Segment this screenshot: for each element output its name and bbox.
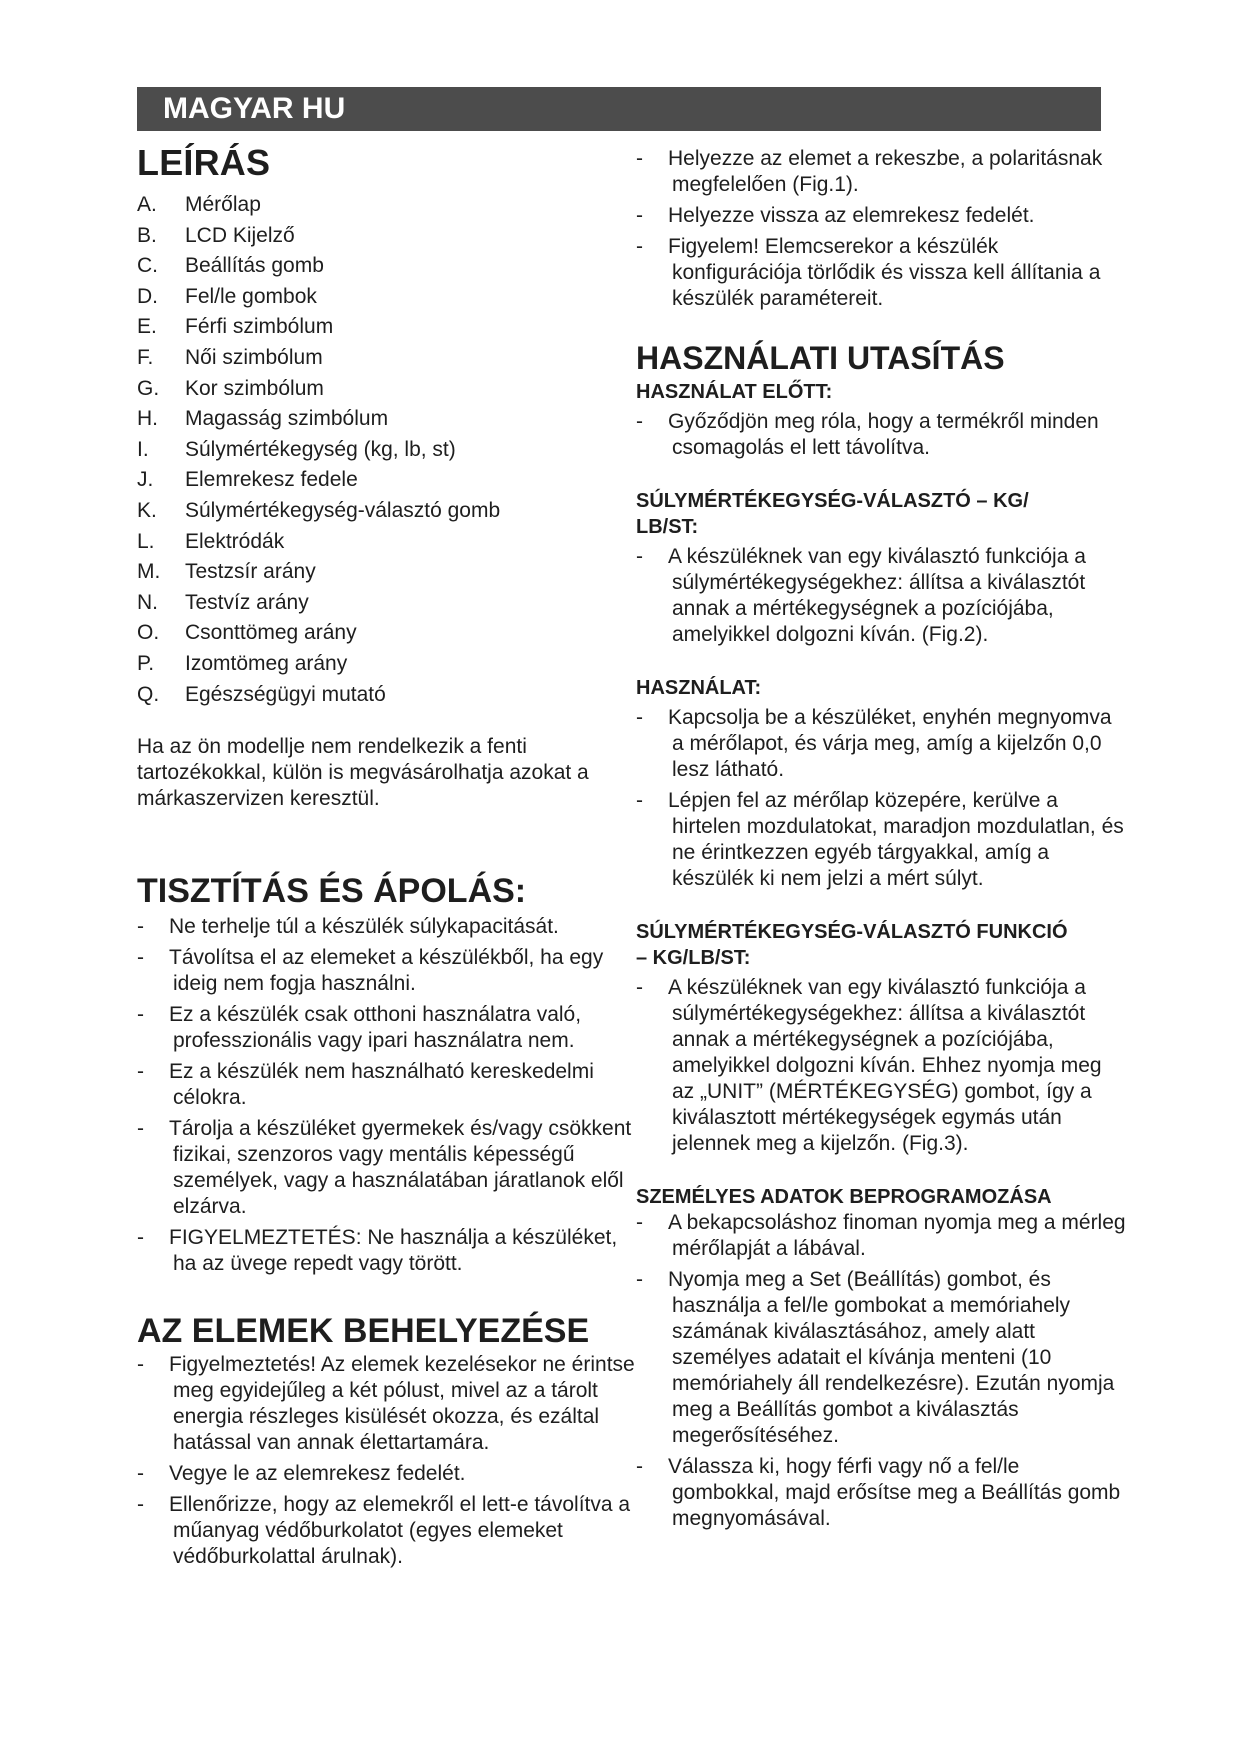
part-label: Kor szimbólum	[185, 376, 324, 400]
part-label: Mérőlap	[185, 193, 261, 216]
part-letter: L.	[137, 529, 155, 553]
bullet-item	[137, 1352, 637, 1456]
part-letter: J.	[137, 468, 154, 492]
battery-continued-list	[636, 146, 1126, 312]
part-item	[137, 282, 637, 313]
unit-function-title: SÚLYMÉRTÉKEGYSÉG-VÁLASZTÓ FUNKCIÓ – KG/LB/ST:	[636, 921, 1068, 969]
bullet-item	[636, 788, 1126, 892]
bullet-item	[636, 544, 1126, 648]
bullet-item	[137, 1002, 637, 1054]
bullet-item	[137, 1059, 637, 1111]
bullet-item	[636, 1267, 1126, 1449]
dash-marker: -	[137, 1493, 144, 1517]
dash-marker: -	[137, 1117, 144, 1141]
bullet-item	[137, 945, 637, 997]
bullet-item	[137, 1116, 637, 1220]
right-column	[636, 146, 1126, 1537]
part-letter: E.	[137, 315, 157, 339]
bullet-text: Ez a készülék csak otthoni használatra való, professzionális vagy ipari használatra nem.	[169, 1003, 582, 1053]
cleaning-title: TISZTÍTÁS ÉS ÁPOLÁS:	[137, 872, 527, 911]
dash-marker: -	[137, 1060, 144, 1084]
part-letter: C.	[137, 254, 158, 278]
dash-marker: -	[636, 545, 643, 568]
before-use-title: HASZNÁLAT ELŐTT:	[636, 381, 833, 403]
usage-title: HASZNÁLATI UTASÍTÁS	[636, 340, 1005, 376]
part-letter: A.	[137, 193, 157, 216]
bullet-text: Figyelmeztetés! Az elemek kezelésekor ne érintse meg egyidejűleg a két pólust, mivel az a tárolt energia részleges kisülését okozza, és ezáltal hatással van annak élettartamára.	[169, 1353, 635, 1455]
part-letter: M.	[137, 560, 161, 584]
battery-title: AZ ELEMEK BEHELYEZÉSE	[137, 1312, 590, 1351]
part-item	[137, 374, 637, 405]
dash-marker: -	[636, 147, 643, 170]
bullet-text: Kapcsolja be a készüléket, enyhén megnyomva a mérőlapot, és várja meg, amíg a kijelzőn 0,0 lesz látható.	[668, 706, 1112, 781]
part-item	[137, 465, 637, 496]
part-item	[137, 312, 637, 343]
dash-marker: -	[137, 946, 144, 970]
bullet-item	[636, 234, 1126, 312]
personal-data-title: SZEMÉLYES ADATOK BEPROGRAMOZÁSA	[636, 1186, 1052, 1208]
dash-marker: -	[636, 1268, 643, 1291]
part-letter: D.	[137, 284, 158, 308]
dash-marker: -	[137, 1353, 144, 1377]
bullet-text: Helyezze vissza az elemrekesz fedelét.	[668, 204, 1035, 227]
part-letter: G.	[137, 376, 160, 400]
bullet-text: A bekapcsoláshoz finoman nyomja meg a mérleg mérőlapját a lábával.	[668, 1211, 1126, 1260]
part-label: Izomtömeg arány	[185, 651, 348, 675]
bullet-text: Válassza ki, hogy férfi vagy nő a fel/le gombokkal, majd erősítse meg a Beállítás gomb megnyomásával.	[668, 1455, 1121, 1530]
dash-marker: -	[636, 1455, 643, 1478]
part-letter: I.	[137, 437, 149, 461]
bullet-item	[636, 409, 1126, 461]
bullet-text: Ez a készülék nem használható kereskedelmi célokra.	[169, 1060, 594, 1110]
cleaning-list	[137, 914, 637, 1277]
dash-marker: -	[137, 915, 144, 939]
bullet-item	[636, 705, 1126, 783]
bullet-item	[137, 1461, 637, 1487]
part-label: Férfi szimbólum	[185, 315, 334, 339]
part-item	[137, 221, 637, 252]
language-header-bar	[137, 87, 1101, 131]
part-label: Női szimbólum	[185, 345, 323, 369]
part-item	[137, 649, 637, 680]
dash-marker: -	[636, 235, 643, 258]
part-label: Magasság szimbólum	[185, 407, 389, 431]
part-item	[137, 435, 637, 466]
bullet-text: Figyelem! Elemcserekor a készülék konfigurációja törlődik és vissza kell állítania a készülék paramétereit.	[668, 235, 1101, 310]
parts-list	[137, 190, 637, 710]
bullet-item	[636, 1454, 1126, 1532]
bullet-item	[137, 1225, 637, 1277]
battery-list	[137, 1352, 637, 1570]
part-label: Elektródák	[185, 529, 285, 553]
bullet-item	[137, 1492, 637, 1570]
part-label: Testvíz arány	[185, 590, 309, 614]
unit-function-list	[636, 975, 1126, 1157]
part-letter: O.	[137, 621, 160, 645]
part-item	[137, 618, 637, 649]
part-label: Súlymértékegység (kg, lb, st)	[185, 437, 456, 461]
bullet-text: Lépjen fel az mérőlap közepére, kerülve a hirtelen mozdulatokat, maradjon mozdulatlan, és ne érintkezzen egyéb tárgyakkal, amíg a készülék ki nem jelzi a mért súlyt.	[668, 789, 1124, 890]
bullet-text: A készüléknek van egy kiválasztó funkciója a súlymértékegységekhez: állítsa a kiválasztót annak a mértékegységnek a pozíciójába, amelyikkel dolgozni kíván. (Fig.2).	[668, 545, 1086, 646]
bullet-item	[636, 203, 1126, 229]
part-letter: H.	[137, 407, 158, 431]
bullet-text: Távolítsa el az elemeket a készülékből, ha egy ideig nem fogja használni.	[169, 946, 604, 996]
use-list	[636, 705, 1126, 892]
left-column	[137, 140, 637, 1575]
bullet-text: FIGYELMEZTETÉS: Ne használja a készüléket, ha az üvege repedt vagy törött.	[169, 1226, 618, 1276]
part-label: Egészségügyi mutató	[185, 682, 386, 706]
part-item	[137, 190, 637, 221]
language-title: MAGYAR HU	[163, 92, 346, 125]
part-item	[137, 680, 637, 711]
bullet-item	[137, 914, 637, 940]
bullet-text: Nyomja meg a Set (Beállítás) gombot, és használja a fel/le gombokat a memóriahely számának kiválasztásához, amely alatt személyes adatait el kívánja menteni (10 memóriahely áll rendelkezésre). Ezután nyomja meg a Beállítás gombot a kiválasztás megerősítéséhez.	[668, 1268, 1115, 1447]
dash-marker: -	[636, 976, 643, 999]
dash-marker: -	[636, 410, 643, 433]
part-item	[137, 404, 637, 435]
part-item	[137, 251, 637, 282]
part-label: Súlymértékegység-választó gomb	[185, 498, 501, 522]
part-letter: Q.	[137, 682, 160, 706]
unit-selector-title: SÚLYMÉRTÉKEGYSÉG-VÁLASZTÓ – KG/ LB/ST:	[636, 490, 1029, 538]
part-item	[137, 588, 637, 619]
bullet-text: A készüléknek van egy kiválasztó funkciója a súlymértékegységekhez: állítsa a kiválasztót annak a mértékegységnek a pozíciójába, amelyikkel dolgozni kíván. Ehhez nyomja meg az „UNIT” (MÉRTÉKEGYSÉG) gombot, így a kiválasztott mértékegységek egymás után jelennek meg a kijelzőn. (Fig.3).	[668, 976, 1102, 1155]
description-title: LEÍRÁS	[137, 142, 271, 183]
part-label: Testzsír arány	[185, 560, 316, 584]
personal-data-list	[636, 1210, 1126, 1532]
bullet-text: Vegye le az elemrekesz fedelét.	[169, 1462, 466, 1486]
part-letter: F.	[137, 345, 154, 369]
bullet-item	[636, 975, 1126, 1157]
bullet-item	[636, 146, 1126, 198]
dash-marker: -	[137, 1462, 144, 1486]
part-label: LCD Kijelző	[185, 223, 295, 247]
part-letter: K.	[137, 498, 157, 522]
part-label: Beállítás gomb	[185, 254, 324, 278]
dash-marker: -	[636, 1211, 643, 1234]
dash-marker: -	[636, 706, 643, 729]
part-item	[137, 343, 637, 374]
use-title: HASZNÁLAT:	[636, 677, 762, 699]
accessories-note: Ha az ön modellje nem rendelkezik a fenti tartozékokkal, külön is megvásárolhatja azokat a márkaszervizen keresztül.	[137, 735, 589, 811]
before-use-list	[636, 409, 1126, 461]
bullet-text: Ellenőrizze, hogy az elemekről el lett-e távolítva a műanyag védőburkolatot (egyes elemeket védőburkolattal árulnak).	[169, 1493, 631, 1569]
dash-marker: -	[636, 204, 643, 227]
part-letter: B.	[137, 223, 157, 247]
part-label: Fel/le gombok	[185, 284, 317, 308]
dash-marker: -	[137, 1003, 144, 1027]
bullet-text: Helyezze az elemet a rekeszbe, a polaritásnak megfelelően (Fig.1).	[668, 147, 1103, 196]
unit-selector-list	[636, 544, 1126, 648]
bullet-item	[636, 1210, 1126, 1262]
part-letter: P.	[137, 651, 155, 675]
bullet-text: Tárolja a készüléket gyermekek és/vagy csökkent fizikai, szenzoros vagy mentális képességű személyek, vagy a használatában járatlanok elől elzárva.	[169, 1117, 632, 1219]
part-letter: N.	[137, 590, 158, 614]
part-item	[137, 557, 637, 588]
bullet-text: Ne terhelje túl a készülék súlykapacitását.	[169, 915, 559, 939]
part-item	[137, 527, 637, 558]
bullet-text: Győződjön meg róla, hogy a termékről minden csomagolás el lett távolítva.	[668, 410, 1099, 459]
dash-marker: -	[137, 1226, 144, 1250]
part-label: Elemrekesz fedele	[185, 468, 358, 492]
part-item	[137, 496, 637, 527]
dash-marker: -	[636, 789, 643, 812]
part-label: Csonttömeg arány	[185, 621, 357, 645]
